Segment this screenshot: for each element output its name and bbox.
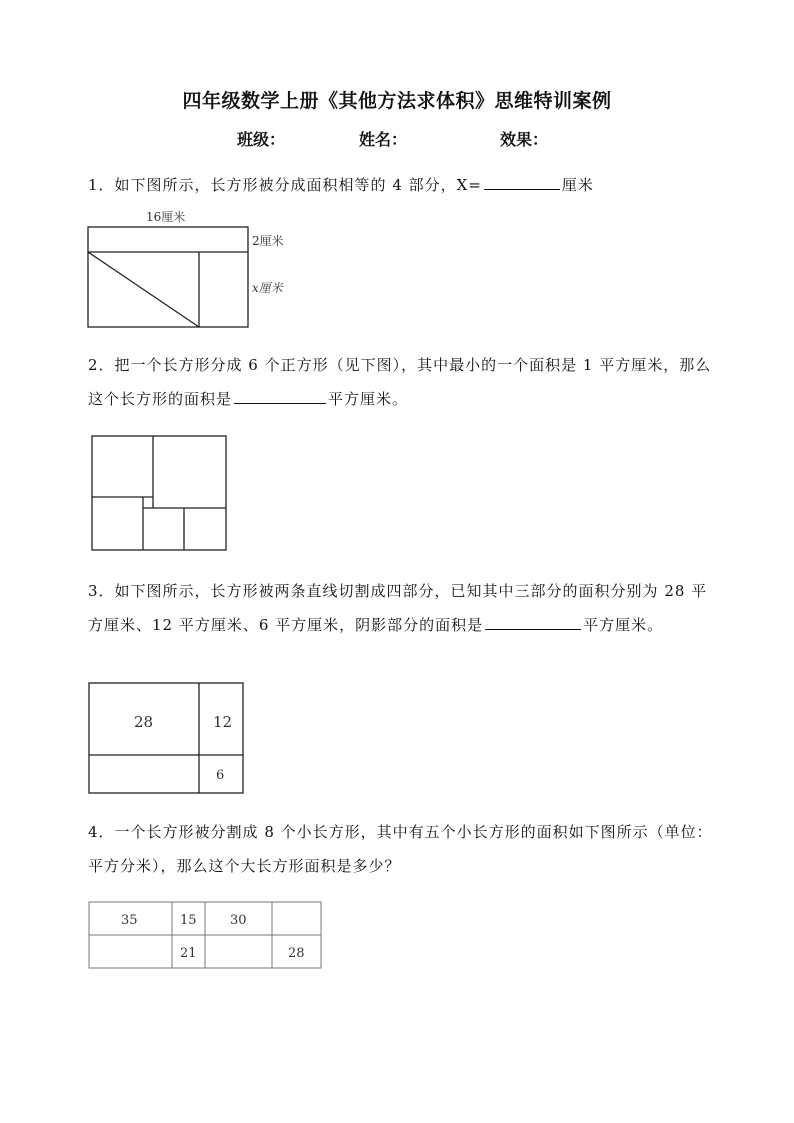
question-2-unit: 平方厘米。 <box>328 390 409 408</box>
answer-blank-2[interactable] <box>234 385 326 404</box>
question-1-unit: 厘米 <box>561 176 594 194</box>
figure-1-right-label: x厘米 <box>252 281 283 295</box>
figure-1-right-top-label: 2厘米 <box>252 234 284 248</box>
question-2-text: 2．把一个长方形分成 6 个正方形（见下图），其中最小的一个面积是 1 平方厘米，那么这个长方形的面积是 <box>88 356 712 408</box>
class-label: 班级： <box>237 130 286 149</box>
answer-blank-1[interactable] <box>484 171 560 190</box>
cell-28-label: 28 <box>288 946 305 961</box>
result-label: 效果： <box>500 130 549 149</box>
figure-2 <box>92 436 228 552</box>
question-1 <box>88 168 718 202</box>
figure-4 <box>89 902 323 972</box>
question-4-text: 4．一个长方形被分割成 8 个小长方形，其中有五个小长方形的面积如下图所示（单位：平方分米），那么这个大长方形面积是多少？ <box>88 823 713 875</box>
answer-blank-3[interactable] <box>485 611 581 630</box>
figure-3 <box>89 683 245 795</box>
question-3 <box>88 574 718 642</box>
cell-35-label: 35 <box>121 913 138 928</box>
region-28-label: 28 <box>134 713 154 731</box>
question-1-text: 1．如下图所示，长方形被分成面积相等的 4 部分，X= <box>88 176 482 194</box>
figure-1 <box>88 205 308 335</box>
cell-21-label: 21 <box>180 946 197 961</box>
region-12-label: 12 <box>213 713 233 731</box>
figure-1-top-label: 16厘米 <box>146 210 186 224</box>
question-4 <box>88 815 718 883</box>
question-2 <box>88 348 718 416</box>
question-3-unit: 平方厘米。 <box>583 616 664 634</box>
question-3-text: 3．如下图所示，长方形被两条直线切割成四部分，已知其中三部分的面积分别为 28 平方厘米、12 平方厘米、6 平方厘米，阴影部分的面积是 <box>88 582 708 634</box>
cell-30-label: 30 <box>230 913 247 928</box>
region-6-label: 6 <box>216 768 225 783</box>
cell-15-label: 15 <box>180 913 197 928</box>
page-title: 四年级数学上册《其他方法求体积》思维特训案例 <box>182 90 612 112</box>
name-label: 姓名： <box>359 130 408 149</box>
